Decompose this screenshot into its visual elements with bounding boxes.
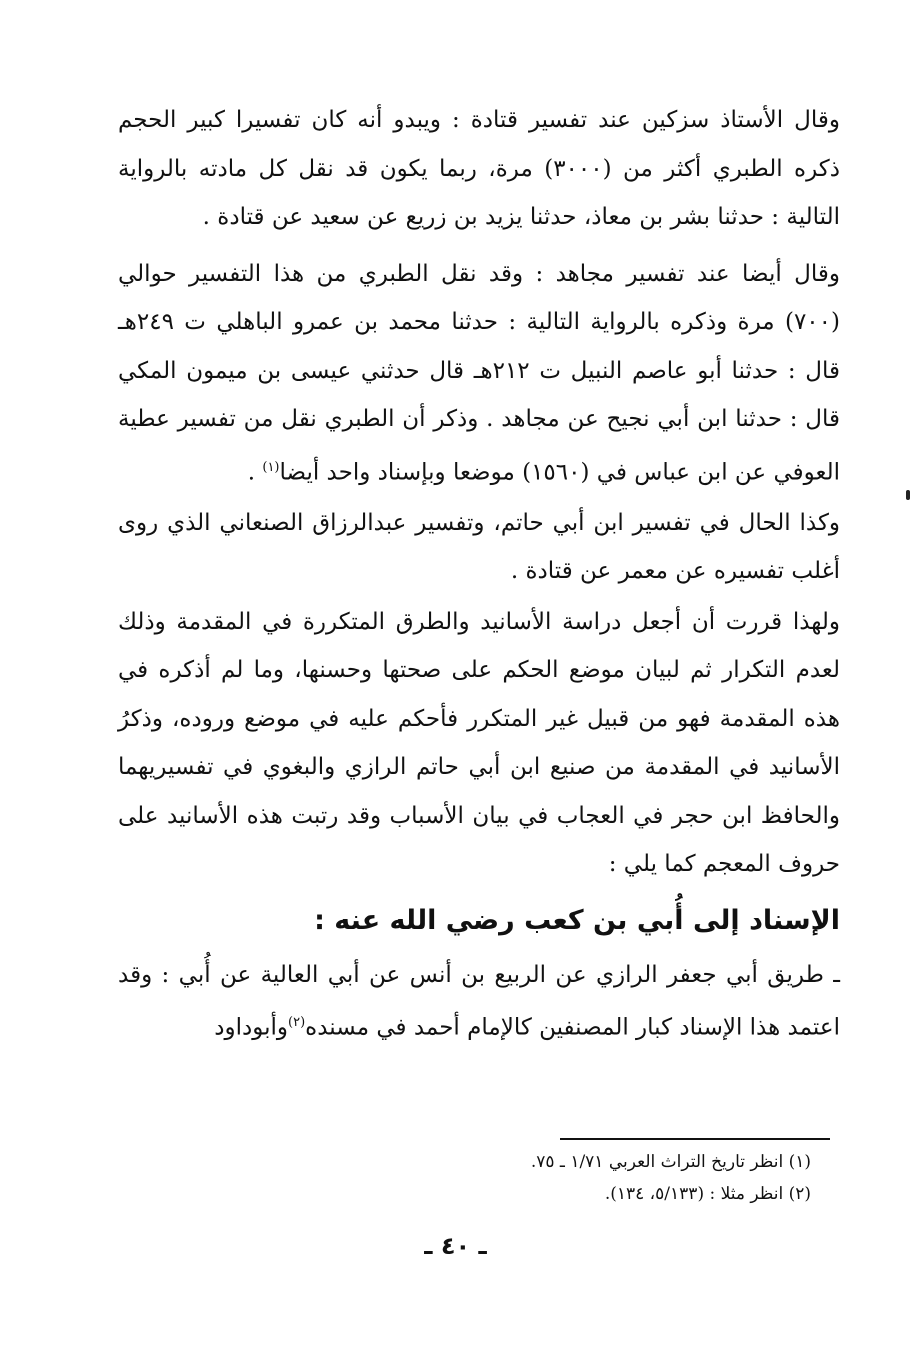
footnote-reference[interactable]: (١) <box>262 459 280 475</box>
paragraph-tail: . <box>247 459 263 486</box>
main-text <box>118 96 840 1052</box>
footnote-2: (٢) انظر مثلا : (٥/١٣٣، ١٣٤). <box>604 1184 811 1204</box>
paragraph-text: وكذا الحال في تفسير ابن أبي حاتم، وتفسير عبدالرزاق الصنعاني الذي روى أغلب تفسيره عن معمر عن قتادة . <box>118 509 840 585</box>
scan-edge-mark <box>906 490 910 500</box>
footnote-separator <box>560 1138 830 1140</box>
section-heading: الإسناد إلى أُبي بن كعب رضي الله عنه : <box>314 904 840 936</box>
paragraph-text: ـ طريق أبي جعفر الرازي عن الربيع بن أنس عن أبي العالية عن أُبي : وقد اعتمد هذا الإسناد كبار المصنفين كالإمام أحمد في مسنده <box>118 961 840 1041</box>
page-number: ـ ٤٠ ـ <box>424 1232 487 1260</box>
footnote-1: (١) انظر تاريخ التراث العربي ١/٧١ ـ ٧٥. <box>530 1152 811 1172</box>
paragraph-isnad-route <box>118 951 840 1053</box>
paragraph-ibn-abi-hatim <box>118 499 840 596</box>
paragraph-sezgin-qatada <box>118 96 840 242</box>
footnote-reference[interactable]: (٢) <box>288 1015 306 1031</box>
paragraph-methodology <box>118 598 840 889</box>
footnotes <box>291 1146 811 1210</box>
paragraph-text: ولهذا قررت أن أجعل دراسة الأسانيد والطرق المتكررة في المقدمة وذلك لعدم التكرار ثم لبيان موضع الحكم على صحتها وحسنها، وما لم أذكره في هذه المقدمة فهو من قبيل غير المتكرر فأحكم عليه في موضع وروده، وذكرُ الأسانيد في المقدمة من صنيع ابن أبي حاتم الرازي والبغوي في تفسيريهما والحافظ ابن حجر في العجاب في بيان الأسباب وقد رتبت هذه الأسانيد على حروف المعجم كما يلي : <box>118 608 840 878</box>
paragraph-text: وقال أيضا عند تفسير مجاهد : وقد نقل الطبري من هذا التفسير حوالي (٧٠٠) مرة وذكره بالرواية التالية : حدثنا محمد بن عمرو الباهلي ت ٢٤٩هـ قال : حدثنا أبو عاصم النبيل ت ٢١٢هـ قال حدثني عيسى بن ميمون المكي قال : حدثنا ابن أبي نجيح عن مجاهد . وذكر أن الطبري نقل من تفسير عطية العوفي عن ابن عباس في (١٥٦٠) موضعا وبإسناد واحد أيضا <box>118 260 841 486</box>
paragraph-text: وقال الأستاذ سزكين عند تفسير قتادة : ويبدو أنه كان تفسيرا كبير الحجم ذكره الطبري أكثر من (٣٠٠٠) مرة، ربما يكون قد نقل كل مادته بالرواية التالية : حدثنا بشر بن معاذ، حدثنا يزيد بن زريع عن سعيد عن قتادة . <box>118 107 840 230</box>
paragraph-tail: وأبوداود <box>214 1014 289 1041</box>
paragraph-mujahid <box>118 250 840 497</box>
